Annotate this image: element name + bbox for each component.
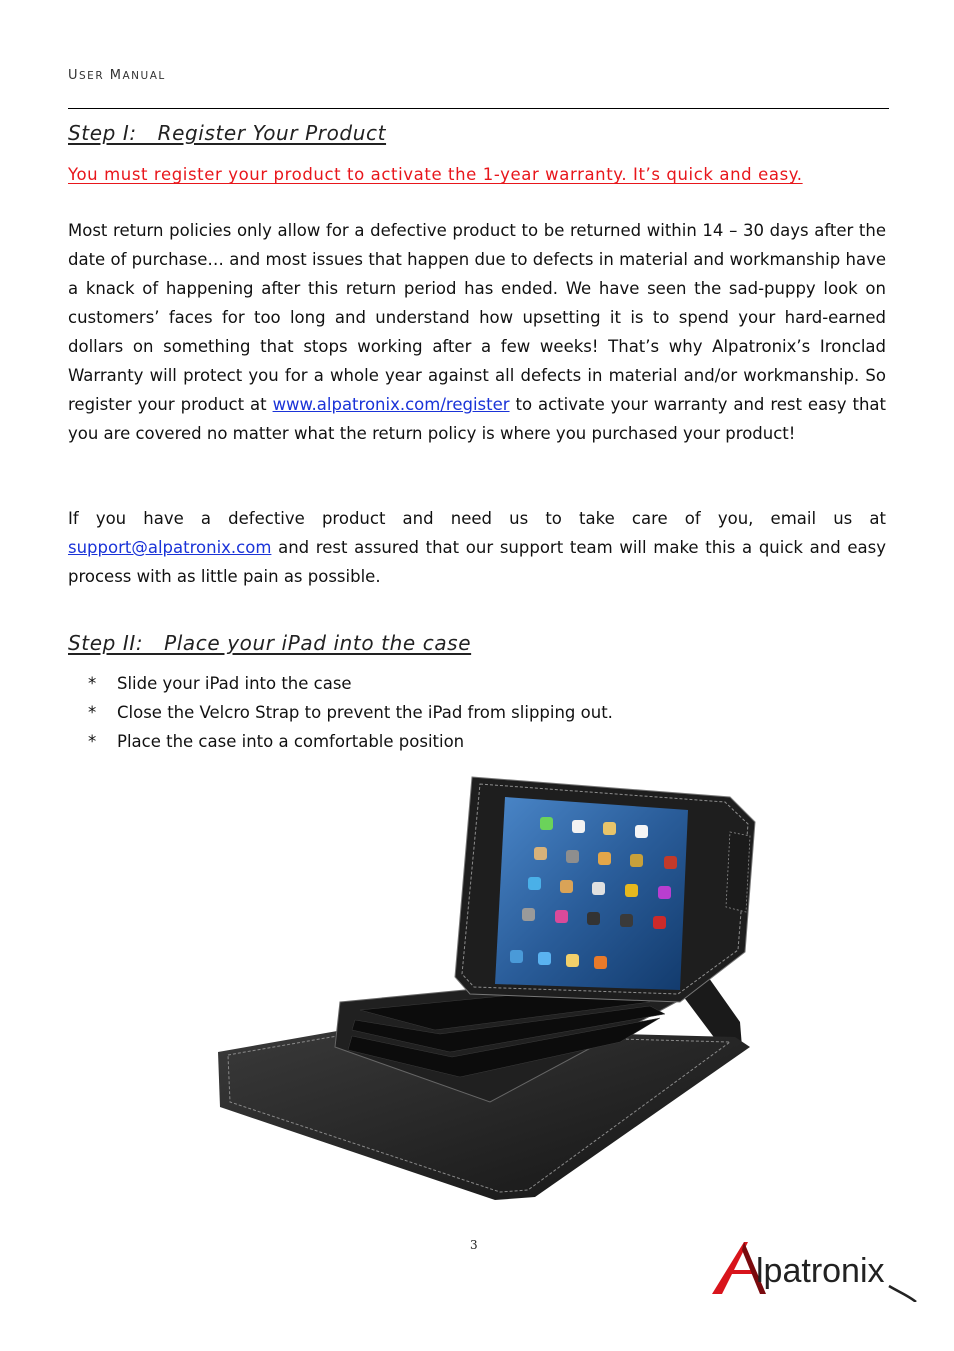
bullet-marker: * <box>88 732 97 751</box>
bullet-marker: * <box>88 674 97 693</box>
list-item <box>88 727 613 756</box>
support-paragraph <box>68 504 886 591</box>
header-ser: SER <box>79 70 105 82</box>
svg-text:lpatronix: lpatronix <box>756 1252 885 1290</box>
p1-text-end: to activate your warranty and rest easy that you are covered no matter what the return policy is where you purchased your product! <box>68 395 886 443</box>
register-link[interactable]: www.alpatronix.com/register <box>272 395 510 414</box>
list-item-text: Close the Velcro Strap to prevent the iPad from slipping out. <box>117 703 613 722</box>
step2-title: Step II: Place your iPad into the case <box>68 631 472 655</box>
list-item-text: Slide your iPad into the case <box>117 674 352 693</box>
header-anual: ANUAL <box>122 70 166 82</box>
p2-text-end: and rest assured that our support team will make this a quick and easy process with as little pain as possible. <box>68 538 886 586</box>
warranty-paragraph <box>68 216 886 448</box>
header-rule <box>68 108 889 109</box>
support-email-link[interactable]: support@alpatronix.com <box>68 538 272 557</box>
instruction-list <box>88 669 613 756</box>
page-number: 3 <box>470 1238 478 1252</box>
alpatronix-logo <box>704 1230 919 1302</box>
header-m: M <box>109 68 123 83</box>
p2-text-start: If you have a defective product and need us to take care of you, email us at <box>68 509 886 528</box>
header-u: U <box>68 68 80 83</box>
running-header <box>68 68 166 83</box>
list-item <box>88 669 613 698</box>
bullet-marker: * <box>88 703 97 722</box>
list-item-text: Place the case into a comfortable position <box>117 732 465 751</box>
list-item <box>88 698 613 727</box>
ipad-keyboard-case-photo <box>210 762 760 1202</box>
step1-title: Step I: Register Your Product <box>68 121 387 145</box>
p1-text-start: Most return policies only allow for a defective product to be returned within 14 – 30 days after the date of purchase… and most issues that happen due to defects in material and workmanship have a knack of happening after this return period has ended. We have seen the sad-puppy look on customers’ faces for too long and understand how upsetting it is to spend your hard-earned dollars on something that stops working after a few weeks! That’s why Alpatronix’s Ironclad Warranty will protect you for a whole year against all defects in material and/or workmanship. So register your product at <box>68 221 886 414</box>
warranty-warning: You must register your product to activate the 1-year warranty. It’s quick and easy. <box>68 165 803 184</box>
